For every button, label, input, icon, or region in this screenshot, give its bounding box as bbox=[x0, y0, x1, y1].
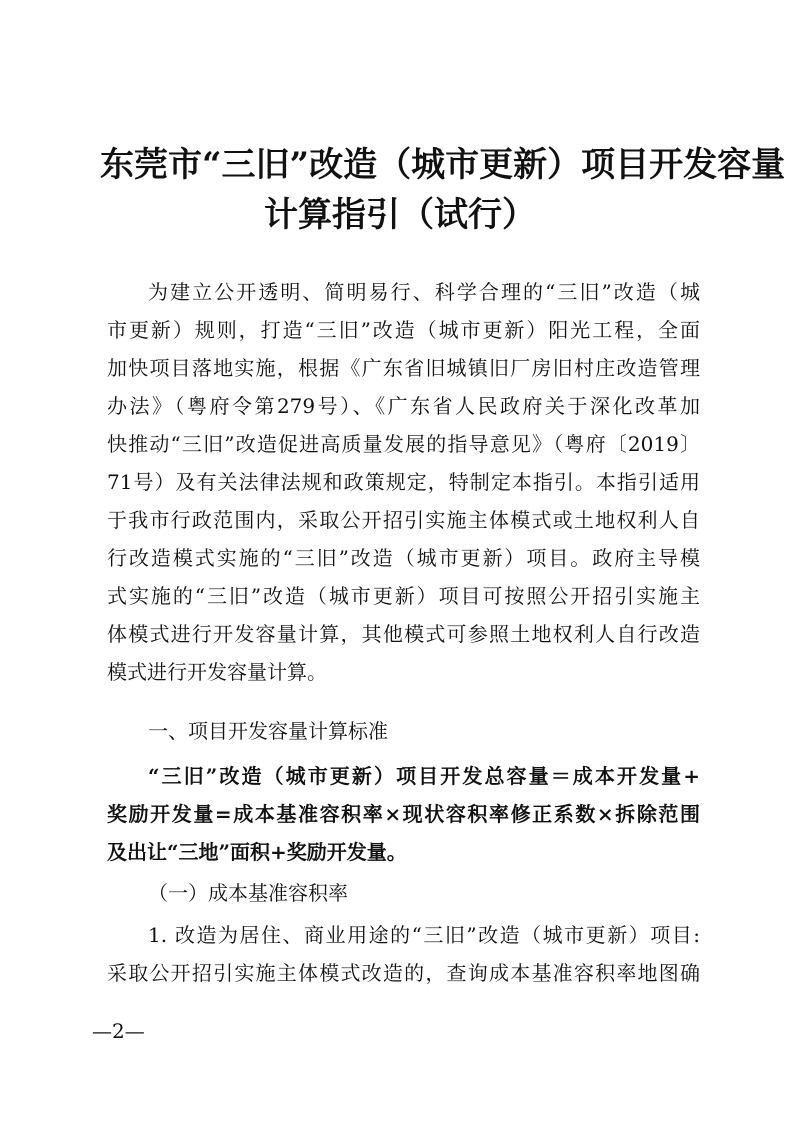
paragraph-1-line: 模式进行开发容量计算。 bbox=[107, 660, 327, 684]
formula-line: 奖励开发量=成本基准容积率×现状容积率修正系数×拆除范围 bbox=[107, 802, 700, 826]
paragraph-1-line: 办法》（粤府令第279号）、《广东省人民政府关于深化改革加 bbox=[107, 394, 700, 418]
paragraph-1-line: 行改造模式实施的“三旧”改造（城市更新）项目。政府主导模 bbox=[107, 546, 700, 570]
subsection-1-heading: （一）成本基准容积率 bbox=[148, 881, 348, 905]
formula-line: “三旧”改造（城市更新）项目开发总容量＝成本开发量+ bbox=[148, 764, 700, 788]
paragraph-1-line: 加快项目落地实施，根据《广东省旧城镇旧厂房旧村庄改造管理 bbox=[107, 356, 700, 380]
paragraph-1-line: 为建立公开透明、简明易行、科学合理的“三旧”改造（城 bbox=[148, 280, 700, 304]
paragraph-1-line: 于我市行政范围内，采取公开招引实施主体模式或土地权利人自 bbox=[107, 508, 700, 532]
paragraph-1-line: 市更新）规则，打造“三旧”改造（城市更新）阳光工程，全面 bbox=[107, 318, 700, 342]
paragraph-1-line: 71号）及有关法律法规和政策规定，特制定本指引。本指引适用 bbox=[107, 470, 700, 494]
document-title-line-2: 计算指引（试行） bbox=[264, 195, 536, 235]
paragraph-1-line: 快推动“三旧”改造促进高质量发展的指导意见》（粤府〔2019〕 bbox=[107, 432, 700, 456]
paragraph-1-line: 式实施的“三旧”改造（城市更新）项目可按照公开招引实施主 bbox=[107, 584, 700, 608]
item-1-line: 1. 改造为居住、商业用途的“三旧”改造（城市更新）项目: bbox=[148, 923, 700, 947]
section-1-heading: 一、项目开发容量计算标准 bbox=[148, 719, 388, 743]
formula-line: 及出让“三地”面积+奖励开发量。 bbox=[107, 840, 407, 864]
document-title-line-1: 东莞市“三旧”改造（城市更新）项目开发容量 bbox=[100, 145, 786, 185]
item-1-line: 采取公开招引实施主体模式改造的，查询成本基准容积率地图确 bbox=[107, 961, 700, 985]
paragraph-1-line: 体模式进行开发容量计算，其他模式可参照土地权利人自行改造 bbox=[107, 622, 700, 646]
page-number: —2— bbox=[92, 1019, 145, 1043]
